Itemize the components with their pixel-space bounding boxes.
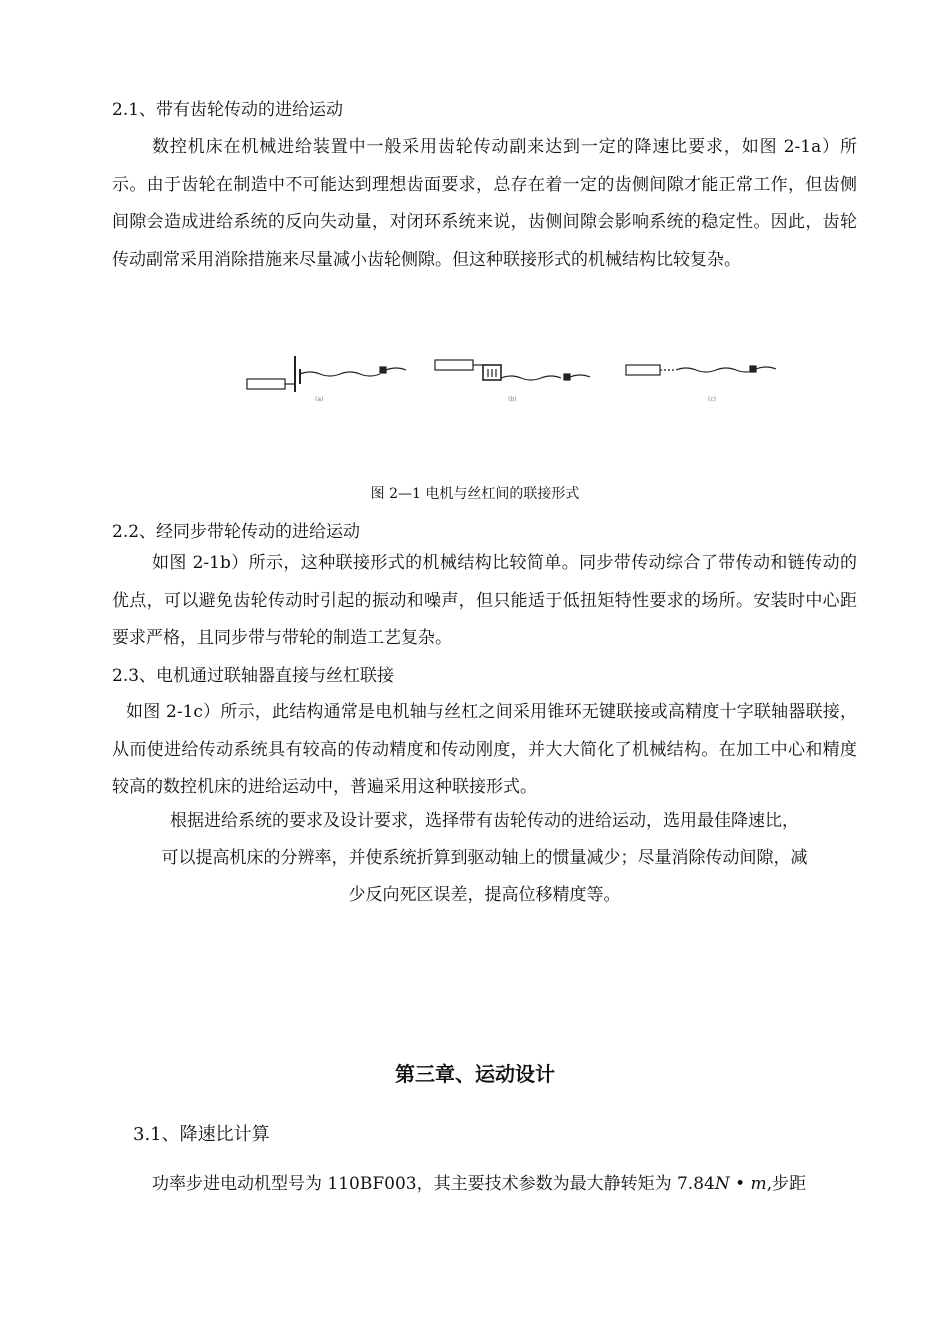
figure-2-1-diagram — [240, 350, 800, 410]
summary-line-1: 根据进给系统的要求及设计要求，选择带有齿轮传动的进给运动，选用最佳降速比， — [170, 811, 799, 831]
paragraph-3-1 — [152, 1173, 806, 1195]
diagram-label-c: (c) — [708, 396, 716, 403]
section-heading-2-2: 2.2、经同步带轮传动的进给运动 — [112, 522, 361, 542]
diagram-c-direct-coupling — [626, 365, 776, 375]
section-heading-3-1: 3.1、降速比计算 — [133, 1124, 270, 1145]
paragraph-2-3: 如图 2-1c）所示，此结构通常是电机轴与丝杠之间采用锥环无键联接或高精度十字联轴器联接，从而使进给传动系统具有较高的传动精度和传动刚度，并大大简化了机械结构。在加工中心和精度较高的数控机床的进给运动中，普遍采用这种联接形式。 — [112, 702, 857, 797]
paragraph-2-1: 数控机床在机械进给装置中一般采用齿轮传动副来达到一定的降速比要求，如图 2-1a）所示。由于齿轮在制造中不可能达到理想齿面要求，总存在着一定的齿侧间隙才能正常工作，但齿侧间隙会造成进给系统的反向失动量，对闭环系统来说，齿侧间隙会影响系统的稳定性。因此，齿轮传动副常采用消除措施来尽量减小齿轮侧隙。但这种联接形式的机械结构比较复杂。 — [112, 137, 857, 270]
diagram-label-b: (b) — [508, 396, 517, 403]
diagram-label-a: (a) — [315, 396, 324, 403]
torque-unit: N • m — [714, 1174, 767, 1194]
diagram-b-belt-drive — [435, 360, 590, 380]
summary-line-2: 可以提高机床的分辨率，并使系统折算到驱动轴上的惯量减少；尽量消除传动间隙，减 — [161, 848, 808, 868]
section-heading-2-1: 2.1、带有齿轮传动的进给运动 — [112, 100, 344, 120]
paragraph-3-1-start: 功率步进电动机型号为 110BF003，其主要技术参数为最大静转矩为 7.84 — [152, 1174, 715, 1194]
diagram-a-gear-drive — [247, 356, 406, 392]
paragraph-2-2: 如图 2-1b）所示，这种联接形式的机械结构比较简单。同步带传动综合了带传动和链传动的优点，可以避免齿轮传动时引起的振动和噪声，但只能适于低扭矩特性要求的场所。安装时中心距要求严格，且同步带与带轮的制造工艺复杂。 — [112, 553, 857, 648]
section-heading-2-3: 2.3、电机通过联轴器直接与丝杠联接 — [112, 666, 395, 686]
chapter-title: 第三章、运动设计 — [395, 1062, 555, 1086]
paragraph-3-1-end: ,步距 — [766, 1174, 807, 1194]
figure-caption: 图 2—1 电机与丝杠间的联接形式 — [370, 486, 580, 502]
summary-line-3: 少反向死区误差，提高位移精度等。 — [348, 885, 621, 905]
